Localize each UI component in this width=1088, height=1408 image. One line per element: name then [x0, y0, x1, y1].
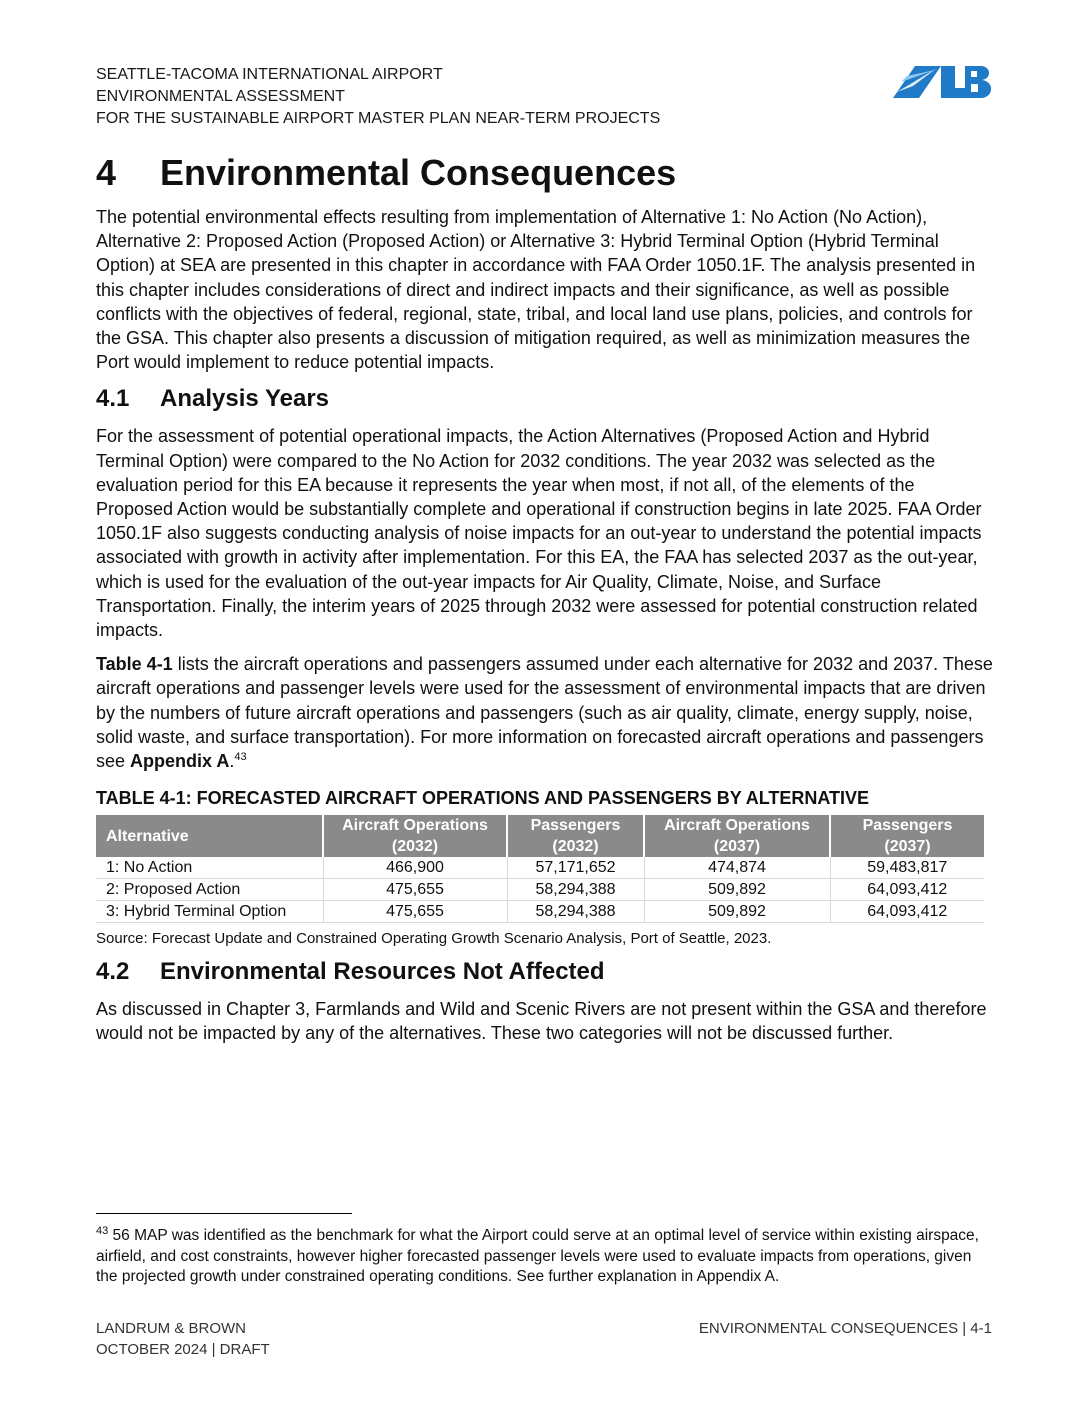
chapter-title — [96, 150, 676, 196]
table-header-row — [96, 815, 984, 857]
appendix-link[interactable]: Appendix A — [130, 751, 230, 772]
section-heading-4-2 — [96, 957, 996, 987]
footnote — [96, 1226, 996, 1288]
main-content — [96, 205, 996, 1056]
forecast-table — [96, 815, 984, 923]
table-caption: TABLE 4-1: FORECASTED AIRCRAFT OPERATIONS AND PASSENGERS BY ALTERNATIVE — [96, 788, 870, 809]
table-row: 3: Hybrid Terminal Option 475,655 58,294,388 509,892 64,093,412 — [96, 901, 984, 923]
analysis-years-paragraph: For the assessment of potential operational impacts, the Action Alternatives (Proposed Action and Hybrid Terminal Option) were compared to the No Action for 2032 conditions. The year 2032 was selected as the evaluation period for this EA because it represents the year when most, if not all, of the elements of the Proposed Action would be substantially complete and operational if construction begins in late 2025. FAA Order 1050.1F also suggests conducting analysis of noise impacts for an out-year to understand the potential impacts associated with growth in activity after implementation. For this EA, the FAA has selected 2037 as the out-year, which is used for the evaluation of the out-year impacts for Air Quality, Climate, Noise, and Surface Transportation. Finally, the interim years of 2025 through 2032 were assessed for potential construction related impacts. — [96, 426, 982, 641]
column-header: Aircraft Operations (2037) — [644, 815, 830, 857]
column-header: Passengers (2032) — [507, 815, 644, 857]
header-line: SEATTLE-TACOMA INTERNATIONAL AIRPORT — [96, 66, 443, 83]
section-heading-4-1 — [96, 384, 996, 414]
table-row: 1: No Action 466,900 57,171,652 474,874 59,483,817 — [96, 857, 984, 879]
header-line: ENVIRONMENTAL ASSESSMENT — [96, 88, 345, 105]
table-source: Source: Forecast Update and Constrained Operating Growth Scenario Analysis, Port of Seattle, 2023. — [96, 930, 772, 948]
footnote-ref[interactable]: 43 — [234, 751, 247, 764]
footnote-number: 43 — [96, 1224, 109, 1237]
resources-not-affected-paragraph: As discussed in Chapter 3, Farmlands and Wild and Scenic Rivers are not present within the GSA and therefore would not be impacted by any of the alternatives. These two categories will not be discussed further. — [96, 999, 987, 1044]
landrum-brown-logo-icon — [893, 62, 991, 102]
chapter-number: 4 — [96, 152, 117, 193]
running-header — [96, 64, 660, 130]
footer-date: OCTOBER 2024 | DRAFT — [96, 1341, 270, 1358]
footnote-divider — [96, 1213, 352, 1214]
header-line: FOR THE SUSTAINABLE AIRPORT MASTER PLAN NEAR-TERM PROJECTS — [96, 110, 661, 127]
footer-page-label: ENVIRONMENTAL CONSEQUENCES | 4-1 — [698, 1320, 992, 1337]
column-header: Alternative — [96, 815, 323, 857]
column-header: Passengers (2037) — [830, 815, 984, 857]
svg-text:&: & — [955, 75, 966, 91]
table-reference-paragraph: Table 4-1 lists the aircraft operations and passengers assumed under each alternative for 2032 and 2037. These aircraft operations and passenger levels were used for the assessment of environmental impacts that are driven by the numbers of future aircraft operations and passengers (such as air quality, climate, energy supply, noise, solid waste, and surface transportation). For more information on forecasted aircraft operations and passengers see Appendix A.$^{43}$ — [96, 654, 993, 772]
footer-company: LANDRUM & BROWN — [96, 1320, 247, 1337]
section-title: Analysis Years — [160, 385, 330, 413]
footnote-text: 56 MAP was identified as the benchmark for what the Airport could serve at an optimal level of service within existing airspace, airfield, and cost constraints, however higher forecasted passenger levels were used to evaluate impacts from operations, given the projected growth under constrained operating conditions. See further explanation in Appendix A. — [96, 1227, 979, 1285]
chapter-title-text: Environmental Consequences — [160, 152, 677, 193]
table-link[interactable]: Table 4-1 — [96, 654, 173, 675]
footer-left — [96, 1318, 270, 1360]
section-title: Environmental Resources Not Affected — [160, 958, 605, 986]
intro-paragraph: The potential environmental effects resulting from implementation of Alternative 1: No Action (No Action), Alternative 2: Proposed Action (Proposed Action) or Alternative 3: Hybrid Terminal Option (Hybrid Terminal Option) at SEA are presented in this chapter in accordance with FAA Order 1050.1F. The analysis presented in this chapter includes considerations of direct and indirect impacts and their significance, as well as possible conflicts with the objectives of federal, regional, state, tribal, and local land use plans, policies, and controls for the GSA. This chapter also presents a discussion of mitigation required, as well as minimization measures the Port would implement to reduce potential impacts. — [96, 207, 976, 373]
section-number: 4.1 — [96, 385, 130, 413]
section-number: 4.2 — [96, 958, 130, 986]
table-row: 2: Proposed Action 475,655 58,294,388 509,892 64,093,412 — [96, 879, 984, 901]
column-header: Aircraft Operations (2032) — [323, 815, 507, 857]
